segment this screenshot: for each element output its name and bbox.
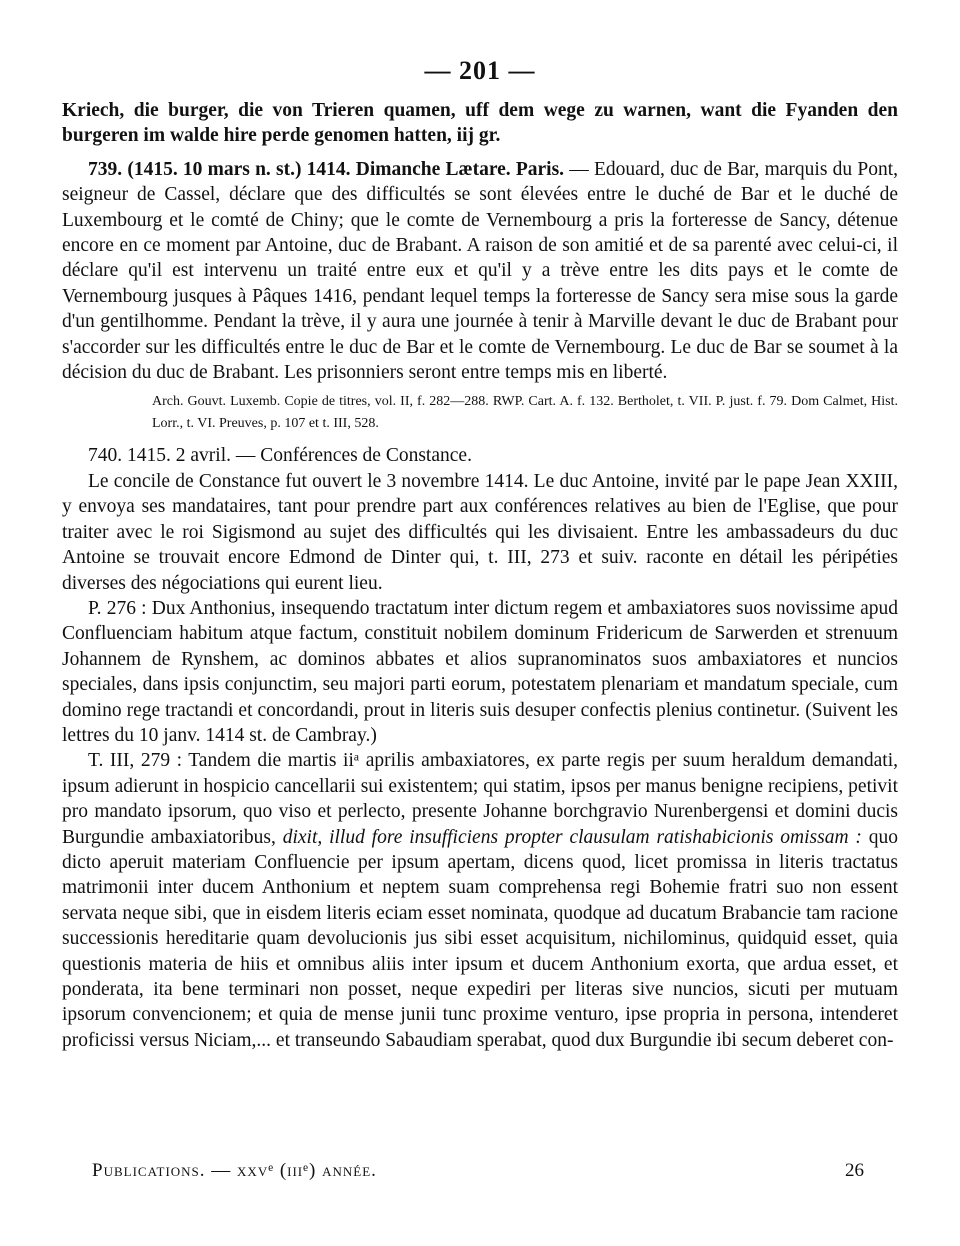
footer-publication: Publications. — xxvᵉ (iiiᵉ) année. — [92, 1160, 377, 1181]
footer-folio: 26 — [845, 1160, 864, 1181]
page-footer — [92, 1160, 864, 1182]
page-body — [62, 98, 898, 1053]
entry-739-text: — Edouard, duc de Bar, marquis du Pont, seigneur de Cassel, déclare que des difficultés se sont élevées entre le duché de Bar et le duché de Luxembourg et le comté de Chiny; que le comte de Vernembourg a pris la forteresse de Sancy, détenue encore en ce moment par Antoine, duc de Brabant. A raison de son amitié et de sa parenté avec celui-ci, il déclare qu'il est intervenu un traité entre eux et qu'il y a trève entre les dits pays et le comte de Vernembourg jusques à Pâques 1416, pendant lequel temps la forteresse de Sancy sera mise sous la garde d'un gentilhomme. Pendant la trève, il y aura une journée à tenir à Marville devant le duc de Brabant pour s'accorder sur les difficultés entre le duc de Bar et le comte de Vernembourg. Le duc de Bar se soumet à la décision du duc de Brabant. Les prisonniers seront entre temps mis en liberté. — [62, 158, 898, 384]
paragraph-3-italic-quote: dixit, illud fore insufficiens propter clausulam ratishabicionis omissam : — [282, 826, 862, 848]
continuation-paragraph: Kriech, die burger, die von Trieren quamen, uff dem wege zu warnen, want die Fyanden den burgeren im walde hire perde genomen hatten, iij gr. — [62, 100, 898, 147]
page-number-header: — 201 — — [424, 56, 536, 85]
entry-740-heading: 740. 1415. 2 avril. — Conférences de Constance. — [88, 445, 472, 467]
paragraph-3-part-a: T. III, 279 : Tandem die martis iiᵃ aprilis ambaxiatores, ex parte regis per suum heraldum demandati, ipsum adierunt in hospicio cancellarii sui existentem; qui statim, ipsos per manus benigne recipiens, petivit pro mandato ipsorum, quo viso et perlecto, presente Johanne borchgravio Nurenbergensi et domini ducis Burgundie ambaxiatoribus, — [62, 750, 898, 848]
entry-739 — [62, 157, 898, 386]
entry-740-paragraph-2: P. 276 : Dux Anthonius, insequendo tractatum inter dictum regem et ambaxiatores suos novissime apud Confluenciam habitum atque factum, constituit nobilem dominum Fridericum de Sarwerden et strenuum Johannem de Rynshem, ac dominos abbates et alios supranominatos suos ambaxiatores et nuncios speciales, dans ipsis conjunctim, seu majori parti eorum, potestatem plenariam et mandatum speciale, cum domino rege tractandi et concordandi, prout in literis suis desuper confectis plenius continetur. (Suivent les lettres du 10 janv. 1414 st. de Cambray.) — [62, 597, 898, 746]
entry-740-paragraph-3 — [62, 748, 898, 1053]
entry-740-paragraph-1: Le concile de Constance fut ouvert le 3 novembre 1414. Le duc Antoine, invité par le pape Jean XXIII, y envoya ses mandataires, tant pour prendre part aux conférences relatives au bien de l'Eglise, que pour traiter avec le roi Sigismond au sujet des difficultés qui les divisaient. Entre les ambassadeurs du duc Antoine se trouvait encore Edmond de Dinter qui, t. III, 273 et suiv. raconte en détail les péripéties diverses des négociations qui eurent lieu. — [62, 470, 898, 594]
paragraph-3-part-b: quo dicto aperuit materiam Confluencie per ipsum apertam, dicens quod, licet promissa in literis tractatus matrimonii inter ducem Anthonium et neptem suam comprehensa regi Bohemie fratri suo non essent servata neque sibi, que in eisdem literis eciam esset nominata, quodque ad ducatum Brabancie tam racione successionis hereditarie quam devolucionis jus sibi esset acquisitum, nichilominus, quidquid esset, quia questionis materia de hiis et omnibus aliis inter ipsum et ducem Anthonium exorta, que ardua esset, et ponderata, ita bene terminari non posset, neque expediri per literas sive nuncios, sicuti per mutuam ipsorum convencionem; et quia de mense junii tunc proxime venturo, ipse propria in persona, intenderet proficissi versus Niciam,... et transeundo Sabaudiam sperabat, quod dux Burgundie ibi secum deberet con- — [62, 826, 898, 1051]
entry-739-heading: 739. (1415. 10 mars n. st.) 1414. Dimanche Lætare. Paris. — [88, 158, 565, 180]
entry-739-source-note: Arch. Gouvt. Luxemb. Copie de titres, vol. II, f. 282—288. RWP. Cart. A. f. 132. Bertholet, t. VII. P. just. f. 79. Dom Calmet, Hist. Lorr., t. VI. Preuves, p. 107 et t. III, 528. — [152, 394, 898, 432]
